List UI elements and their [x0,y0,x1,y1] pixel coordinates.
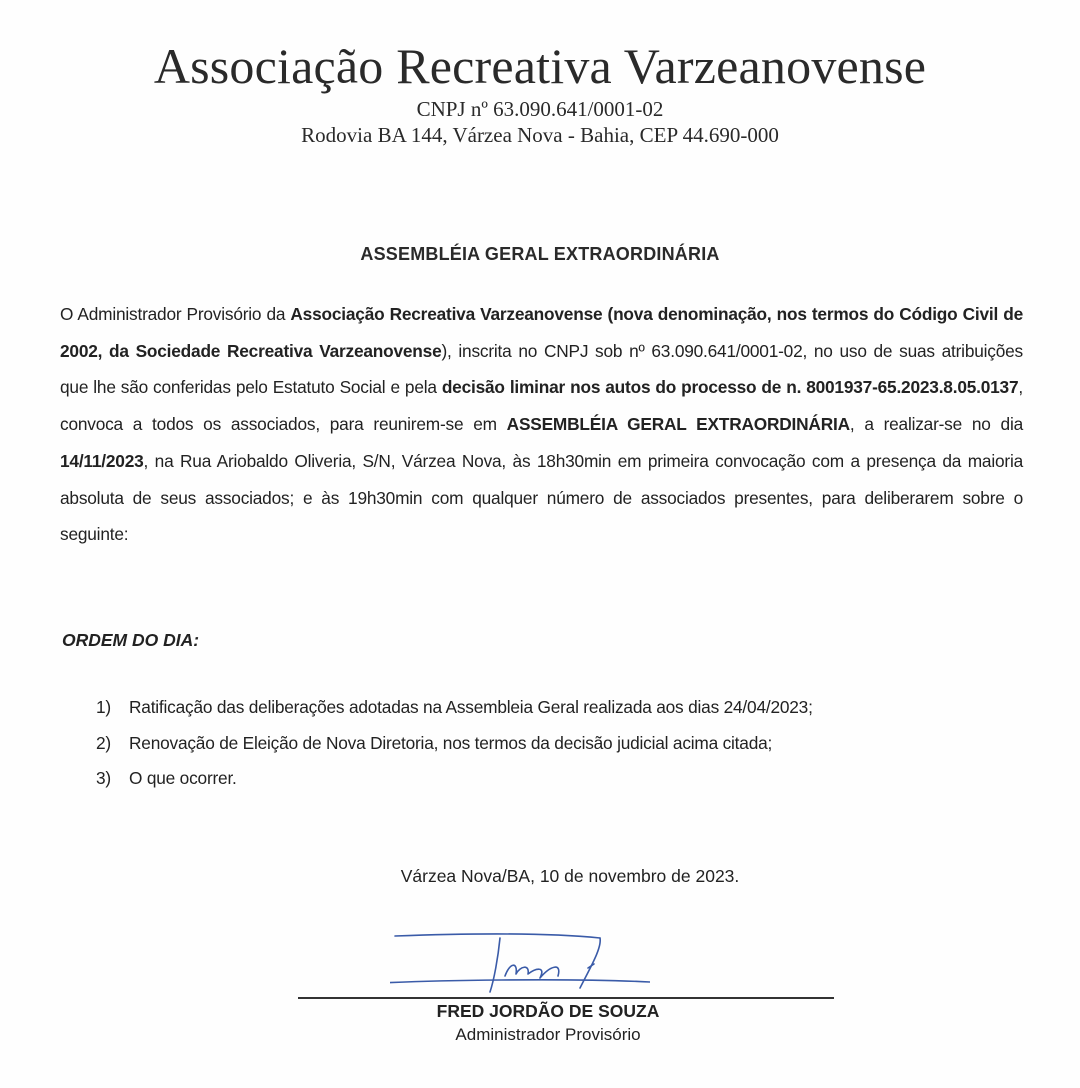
agenda-item-number: 2) [96,732,111,753]
signer-name: FRED JORDÃO DE SOUZA [436,1001,660,1021]
body-text-2: ), inscrita no CNPJ sob nº 63.090.641/0001-02, no uso de suas atribuições que lhe são conferidas pelo Estatuto Social e pela [60,340,1023,398]
document-title: ASSEMBLÉIA GERAL EXTRAORDINÁRIA [360,244,720,264]
agenda-item-text: Ratificação das deliberações adotadas na Assembleia Geral realizada aos dias 24/04/2023; [129,697,813,717]
body-text-5: , na Rua Ariobaldo Oliveria, S/N, Várzea Nova, às 18h30min em primeira convocação com a presença da maioria absoluta de seus associados; e às 19h30min com qualquer número de associados presentes, para deliberarem sobre o seguinte: [60,450,1023,545]
letterhead [0,38,1080,148]
body-text-3: , convoca a todos os associados, para reunirem-se em [60,377,1023,435]
body-bold-association: Associação Recreativa Varzeanovense (nova denominação, nos termos do Código Civil de 2002, da Sociedade Recreativa Varzeanovense [60,304,1023,361]
body-text-1: O Administrador Provisório da [60,304,291,324]
agenda-item-number: 1) [96,697,111,717]
place-and-date: Várzea Nova/BA, 10 de novembro de 2023. [400,866,740,886]
agenda-list [96,690,813,797]
agenda-item [96,761,813,797]
handwritten-signature-icon [390,928,650,996]
association-name: Associação Recreativa Varzeanovense [153,38,927,94]
body-bold-court-decision: decisão liminar nos autos do processo de n. 8001937-65.2023.8.05.0137 [441,377,1019,398]
agenda-item-number: 3) [96,768,111,788]
agenda-item-text: O que ocorrer. [129,768,237,788]
association-address: Rodovia BA 144, Várzea Nova - Bahia, CEP 44.690-000 [301,123,779,147]
association-cnpj: CNPJ nº 63.090.641/0001-02 [416,97,664,121]
convocation-paragraph [60,296,1023,553]
agenda-title: ORDEM DO DIA: [62,630,200,650]
signer-role: Administrador Provisório [455,1025,641,1044]
body-bold-assembly: ASSEMBLÉIA GERAL EXTRAORDINÁRIA [506,414,850,435]
body-text-4: , a realizar-se no dia [849,414,1023,435]
agenda-item-text: Renovação de Eleição de Nova Diretoria, nos termos da decisão judicial acima citada; [129,732,773,753]
body-bold-date: 14/11/2023 [60,450,144,471]
signature-line [298,997,834,999]
agenda-item [96,726,813,762]
agenda-item [96,690,813,726]
